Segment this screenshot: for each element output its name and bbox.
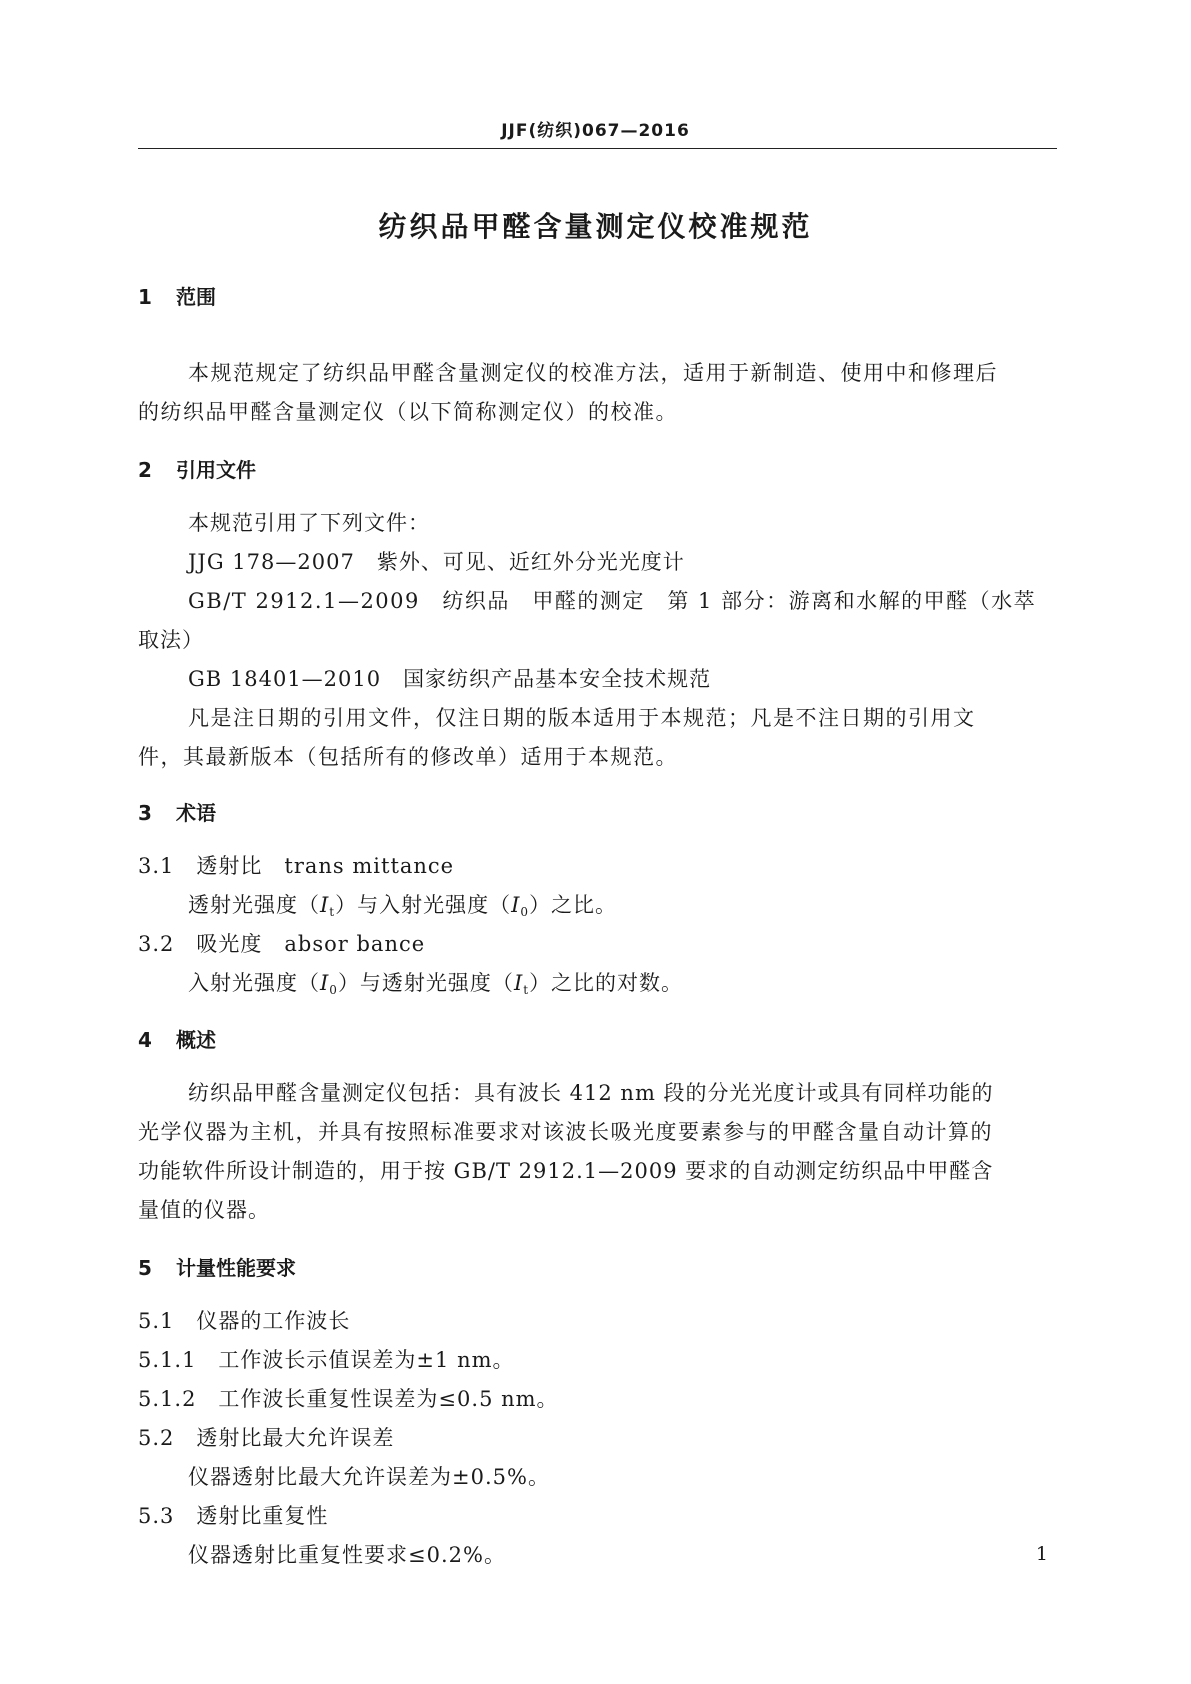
term-transmittance-heading: 3.1 透射比 trans mittance: [138, 854, 455, 878]
scope-paragraph-line1: 本规范规定了纺织品甲醛含量测定仪的校准方法，适用于新制造、使用中和修理后: [188, 361, 998, 385]
term-transmittance-definition: 透射光强度$(I_t)$与入射光强度$(I_0)$之比。: [188, 893, 618, 919]
page-number: 1: [1035, 1543, 1048, 1565]
section-3-heading: [138, 797, 216, 826]
references-note-line2: 件，其最新版本（包括所有的修改单）适用于本规范。: [138, 745, 678, 769]
section-4-number: 4: [138, 1028, 152, 1052]
reference-gb18401: GB 18401—2010 国家纺织产品基本安全技术规范: [188, 667, 712, 691]
section-1-title: 范围: [176, 285, 216, 309]
section-4-heading: [138, 1024, 216, 1053]
section-3-title: 术语: [176, 801, 216, 825]
section-2-title: 引用文件: [176, 458, 256, 482]
overview-line4: 量值的仪器。: [138, 1198, 270, 1222]
item-5-2: 5.2 透射比最大允许误差: [138, 1426, 395, 1450]
term-absorbance-heading: 3.2 吸光度 absor bance: [138, 932, 426, 956]
overview-line1: 纺织品甲醛含量测定仪包括：具有波长 412 nm 段的分光光度计或具有同样功能的: [188, 1081, 994, 1105]
section-2-heading: [138, 454, 256, 483]
section-5-number: 5: [138, 1256, 152, 1280]
item-5-3-body: 仪器透射比重复性要求≤0.2%。: [188, 1543, 506, 1567]
item-5-1-1: 5.1.1 工作波长示值误差为±1 nm。: [138, 1348, 515, 1372]
section-5-title: 计量性能要求: [176, 1256, 296, 1280]
section-2-number: 2: [138, 458, 152, 482]
item-5-2-body: 仪器透射比最大允许误差为±0.5%。: [188, 1465, 550, 1489]
term-absorbance-definition: 入射光强度$(I_0)$与透射光强度$(I_t)$之比的对数。: [188, 971, 684, 997]
overview-line3: 功能软件所设计制造的，用于按 GB/T 2912.1—2009 要求的自动测定纺织品中甲醛含: [138, 1159, 994, 1183]
references-intro: 本规范引用了下列文件：: [188, 511, 430, 535]
section-5-heading: [138, 1252, 296, 1281]
reference-jjg178: JJG 178—2007 紫外、可见、近红外分光光度计: [188, 550, 685, 574]
standard-code: JJF(纺织)067—2016: [501, 121, 690, 141]
reference-gbt2912-line2: 取法）: [138, 628, 204, 652]
document-title: 纺织品甲醛含量测定仪校准规范: [378, 210, 813, 243]
header-divider: [138, 148, 1057, 149]
item-5-3: 5.3 透射比重复性: [138, 1504, 329, 1528]
scope-paragraph-line2: 的纺织品甲醛含量测定仪（以下简称测定仪）的校准。: [138, 400, 678, 424]
reference-gbt2912-line1: GB/T 2912.1—2009 纺织品 甲醛的测定 第 1 部分：游离和水解的甲醛（水萃: [188, 589, 1037, 613]
section-1-heading: [138, 281, 216, 310]
section-1-number: 1: [138, 285, 152, 309]
overview-line2: 光学仪器为主机，并具有按照标准要求对该波长吸光度要素参与的甲醛含量自动计算的: [138, 1120, 993, 1144]
item-5-1-2: 5.1.2 工作波长重复性误差为≤0.5 nm。: [138, 1387, 559, 1411]
section-4-title: 概述: [176, 1028, 216, 1052]
item-5-1: 5.1 仪器的工作波长: [138, 1309, 351, 1333]
references-note-line1: 凡是注日期的引用文件，仅注日期的版本适用于本规范；凡是不注日期的引用文: [188, 706, 976, 730]
section-3-number: 3: [138, 801, 152, 825]
